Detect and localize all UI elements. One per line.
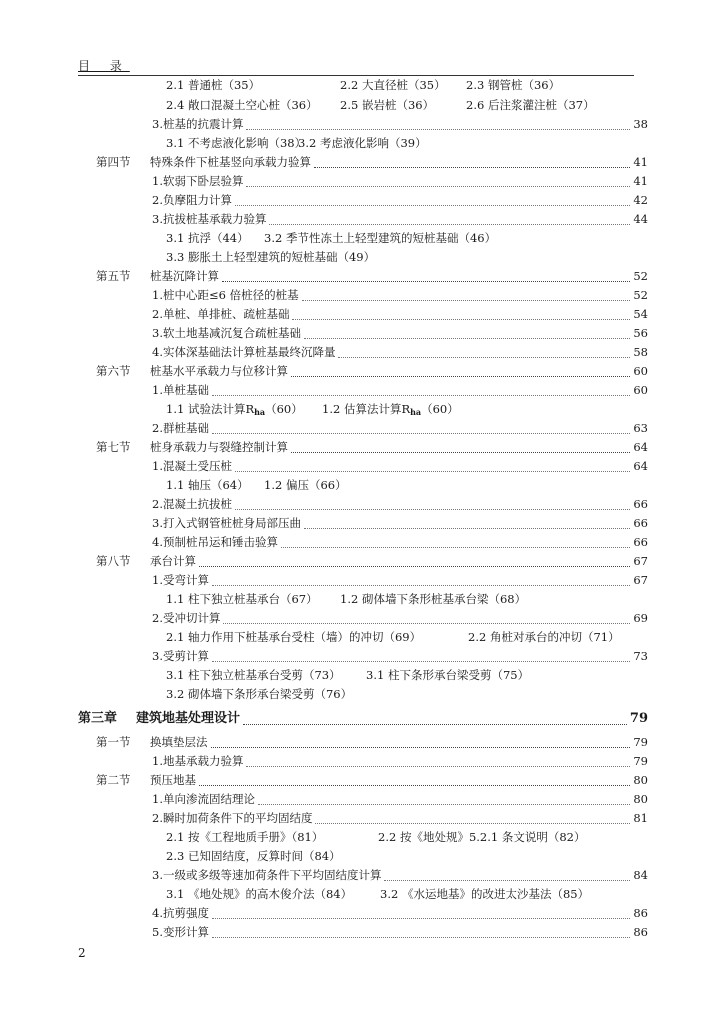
toc-item-title: 承台计算 [150, 554, 196, 568]
toc-subitem[interactable]: 2.5 嵌岩桩（36） [340, 98, 435, 112]
toc-subitem[interactable]: 1.1 轴压（64） [166, 478, 249, 492]
section-label: 第五节 [96, 269, 131, 283]
toc-item-page: 44 [633, 212, 648, 226]
toc-item-page: 58 [633, 345, 648, 359]
toc-item[interactable] [0, 172, 724, 190]
toc-item[interactable] [0, 571, 724, 589]
toc-item[interactable] [0, 647, 724, 665]
toc-item-page: 60 [633, 364, 648, 378]
toc-item-title: 2.负摩阻力计算 [152, 193, 232, 207]
dot-leader [246, 756, 630, 767]
toc-item[interactable] [0, 324, 724, 342]
toc-item-page: 56 [633, 326, 648, 340]
toc-item[interactable] [0, 457, 724, 475]
toc-item-page: 52 [633, 269, 648, 283]
toc-item-page: 41 [633, 174, 648, 188]
toc-subitem[interactable]: 3.1 不考虑液化影响（38） [166, 136, 307, 150]
toc-item-title: 2.单桩、单排桩、疏桩基础 [152, 307, 290, 321]
dot-leader [212, 385, 630, 396]
toc-item-title: 3.受剪计算 [152, 649, 209, 663]
toc-item[interactable] [0, 609, 724, 627]
dot-leader [246, 119, 630, 130]
chapter-label: 第三章 [78, 711, 118, 726]
toc-item-title: 1.软弱下卧层验算 [152, 174, 244, 188]
toc-item-page: 79 [633, 735, 648, 749]
toc-subitem[interactable]: 2.3 已知固结度，反算时间（84） [166, 849, 341, 863]
toc-item-page: 66 [633, 535, 648, 549]
dot-leader [235, 461, 630, 472]
dot-leader [292, 309, 630, 320]
toc-subitem[interactable]: 3.1 《地处规》的高木俊介法（84） [166, 887, 353, 901]
toc-item-page: 79 [629, 711, 648, 726]
toc-item-page: 42 [633, 193, 648, 207]
toc-subitem[interactable]: 2.2 按《地处规》5.2.1 条文说明（82） [378, 830, 586, 844]
toc-item-title: 3.软土地基减沉复合疏桩基础 [152, 326, 301, 340]
toc-item-title: 1.桩中心距≤6 倍桩径的桩基 [152, 288, 299, 302]
dot-leader [212, 927, 630, 938]
dot-leader [212, 651, 630, 662]
dot-leader [338, 347, 630, 358]
toc-section[interactable] [0, 733, 724, 751]
toc-item-title: 2.混凝土抗拔桩 [152, 497, 232, 511]
toc-subitem[interactable]: 3.2 砌体墙下条形承台梁受剪（76） [166, 687, 353, 701]
dot-leader [211, 737, 631, 748]
dot-leader [315, 813, 630, 824]
toc-item[interactable] [0, 305, 724, 323]
toc-header-label: 目 录 [78, 59, 130, 73]
toc-section[interactable] [0, 552, 724, 570]
dot-leader [222, 271, 630, 282]
toc-item-page: 52 [633, 288, 648, 302]
toc-item-page: 64 [633, 459, 648, 473]
toc-subitem[interactable]: 2.4 敞口混凝土空心桩（36） [166, 98, 318, 112]
toc-subitem[interactable]: 3.1 柱下条形承台梁受剪（75） [366, 668, 530, 682]
dot-leader [212, 908, 630, 919]
toc-item-page: 80 [633, 792, 648, 806]
dot-leader [291, 442, 630, 453]
toc-item[interactable] [0, 115, 724, 133]
toc-item-page: 67 [633, 573, 648, 587]
toc-item-page: 41 [633, 155, 648, 169]
section-label: 第六节 [96, 364, 131, 378]
dot-leader [199, 556, 630, 567]
toc-item-page: 54 [633, 307, 648, 321]
dot-leader [304, 328, 630, 339]
toc-subitem[interactable]: 1.1 柱下独立桩基承台（67） [166, 592, 318, 606]
dot-leader [199, 775, 630, 786]
dot-leader [302, 290, 631, 301]
dot-leader [258, 794, 630, 805]
dot-leader [235, 499, 630, 510]
toc-item-title: 3.抗拔桩基承载力验算 [152, 212, 267, 226]
toc-item[interactable] [0, 286, 724, 304]
toc-item-title: 2.瞬时加荷条件下的平均固结度 [152, 811, 313, 825]
toc-subitem[interactable]: 2.1 轴力作用下桩基承台受柱（墙）的冲切（69） [166, 630, 422, 644]
toc-item-title: 1.受弯计算 [152, 573, 209, 587]
toc-section[interactable] [0, 267, 724, 285]
toc-item-page: 73 [633, 649, 648, 663]
toc-item-page: 60 [633, 383, 648, 397]
toc-item-title: 桩身承载力与裂缝控制计算 [150, 440, 288, 454]
toc-item[interactable] [0, 381, 724, 399]
toc-subitem[interactable]: 2.3 钢管桩（36） [466, 78, 561, 92]
toc-item-page: 66 [633, 497, 648, 511]
dot-leader [235, 195, 630, 206]
toc-item-title: 预压地基 [150, 773, 196, 787]
toc-item-title: 4.抗剪强度 [152, 906, 209, 920]
toc-subitem[interactable]: 2.1 普通桩（35） [166, 78, 261, 92]
toc-chapter[interactable] [0, 710, 724, 728]
toc-subitem[interactable]: 3.3 膨胀土上轻型建筑的短桩基础（49） [166, 250, 376, 264]
toc-subitem[interactable]: 1.2 砌体墙下条形桩基承台梁（68） [340, 592, 527, 606]
toc-item-page: 63 [633, 421, 648, 435]
toc-section[interactable] [0, 362, 724, 380]
toc-item-page: 86 [633, 906, 648, 920]
toc-item[interactable] [0, 904, 724, 922]
toc-subitem[interactable]: 3.2 《水运地基》的改进太沙基法（85） [380, 887, 590, 901]
toc-item-title: 桩基水平承载力与位移计算 [150, 364, 288, 378]
toc-item[interactable] [0, 533, 724, 551]
toc-item-title: 2.群桩基础 [152, 421, 209, 435]
toc-item[interactable] [0, 923, 724, 941]
toc-item-title: 桩基沉降计算 [150, 269, 219, 283]
toc-header [78, 59, 634, 76]
toc-subitem[interactable]: 2.1 按《工程地质手册》（81） [166, 830, 324, 844]
section-label: 第八节 [96, 554, 131, 568]
toc-item-page: 84 [633, 868, 648, 882]
toc-item-title: 1.混凝土受压桩 [152, 459, 232, 473]
toc-section[interactable] [0, 153, 724, 171]
toc-item-title: 1.地基承载力验算 [152, 754, 244, 768]
toc-subitem[interactable]: 1.2 估算法计算$R_{ha}(60)$ [322, 402, 459, 417]
toc-item[interactable] [0, 210, 724, 228]
dot-leader [212, 423, 630, 434]
toc-item-page: 86 [633, 925, 648, 939]
toc-subitem[interactable]: 3.1 柱下独立桩基承台受剪（73） [166, 668, 341, 682]
toc-item-title: 换填垫层法 [150, 735, 208, 749]
toc-item-title: 3.打入式钢管桩桩身局部压曲 [152, 516, 301, 530]
dot-leader [269, 214, 630, 225]
dot-leader [384, 870, 630, 881]
toc-item-title: 2.受冲切计算 [152, 611, 221, 625]
dot-leader [304, 518, 630, 529]
toc-item[interactable] [0, 343, 724, 361]
section-label: 第四节 [96, 155, 131, 169]
toc-item-title: 4.实体深基础法计算桩基最终沉降量 [152, 345, 336, 359]
toc-item[interactable] [0, 495, 724, 513]
toc-item-title: 3.一级或多级等速加荷条件下平均固结度计算 [152, 868, 382, 882]
dot-leader [223, 613, 630, 624]
toc-subitem[interactable]: 1.1 试验法计算$R_{ha}(60)$ [166, 402, 303, 417]
toc-subitem[interactable]: 3.1 抗浮（44） [166, 231, 249, 245]
toc-subitem[interactable]: 3.2 季节性冻土上轻型建筑的短桩基础（46） [264, 231, 497, 245]
toc-section[interactable] [0, 438, 724, 456]
dot-leader [291, 366, 630, 377]
toc-item[interactable] [0, 419, 724, 437]
toc-item-page: 66 [633, 516, 648, 530]
toc-item-title: 4.预制桩吊运和锤击验算 [152, 535, 278, 549]
dot-leader [314, 157, 630, 168]
toc-item-title: 1.单桩基础 [152, 383, 209, 397]
toc-item[interactable] [0, 191, 724, 209]
dot-leader [281, 537, 630, 548]
toc-item-page: 69 [633, 611, 648, 625]
dot-leader [246, 176, 630, 187]
toc-subitem[interactable]: 2.6 后注浆灌注桩（37） [466, 98, 595, 112]
toc-item-title: 1.单向渗流固结理论 [152, 792, 255, 806]
toc-item[interactable] [0, 866, 724, 884]
dot-leader [243, 714, 627, 725]
toc-item-title: 5.变形计算 [152, 925, 209, 939]
toc-item-page: 38 [633, 117, 648, 131]
toc-item-page: 64 [633, 440, 648, 454]
toc-item-title: 特殊条件下桩基竖向承载力验算 [150, 155, 311, 169]
toc-item-title: 3.桩基的抗震计算 [152, 117, 244, 131]
toc-item[interactable] [0, 514, 724, 532]
toc-item-page: 79 [633, 754, 648, 768]
section-label: 第二节 [96, 773, 131, 787]
toc-item[interactable] [0, 752, 724, 770]
toc-item-title: 建筑地基处理设计 [136, 711, 241, 726]
toc-subitem[interactable]: 2.2 角桩对承台的冲切（71） [468, 630, 620, 644]
dot-leader [212, 575, 630, 586]
section-label: 第一节 [96, 735, 131, 749]
toc-item[interactable] [0, 809, 724, 827]
toc-subitem[interactable]: 1.2 偏压（66） [264, 478, 347, 492]
toc-item-page: 81 [633, 811, 648, 825]
toc-subitem[interactable]: 2.2 大直径桩（35） [340, 78, 446, 92]
toc-section[interactable] [0, 771, 724, 789]
toc-item-page: 67 [633, 554, 648, 568]
toc-item-page: 80 [633, 773, 648, 787]
toc-item[interactable] [0, 790, 724, 808]
section-label: 第七节 [96, 440, 131, 454]
page-number: 2 [78, 946, 86, 960]
toc-subitem[interactable]: 3.2 考虑液化影响（39） [298, 136, 427, 150]
